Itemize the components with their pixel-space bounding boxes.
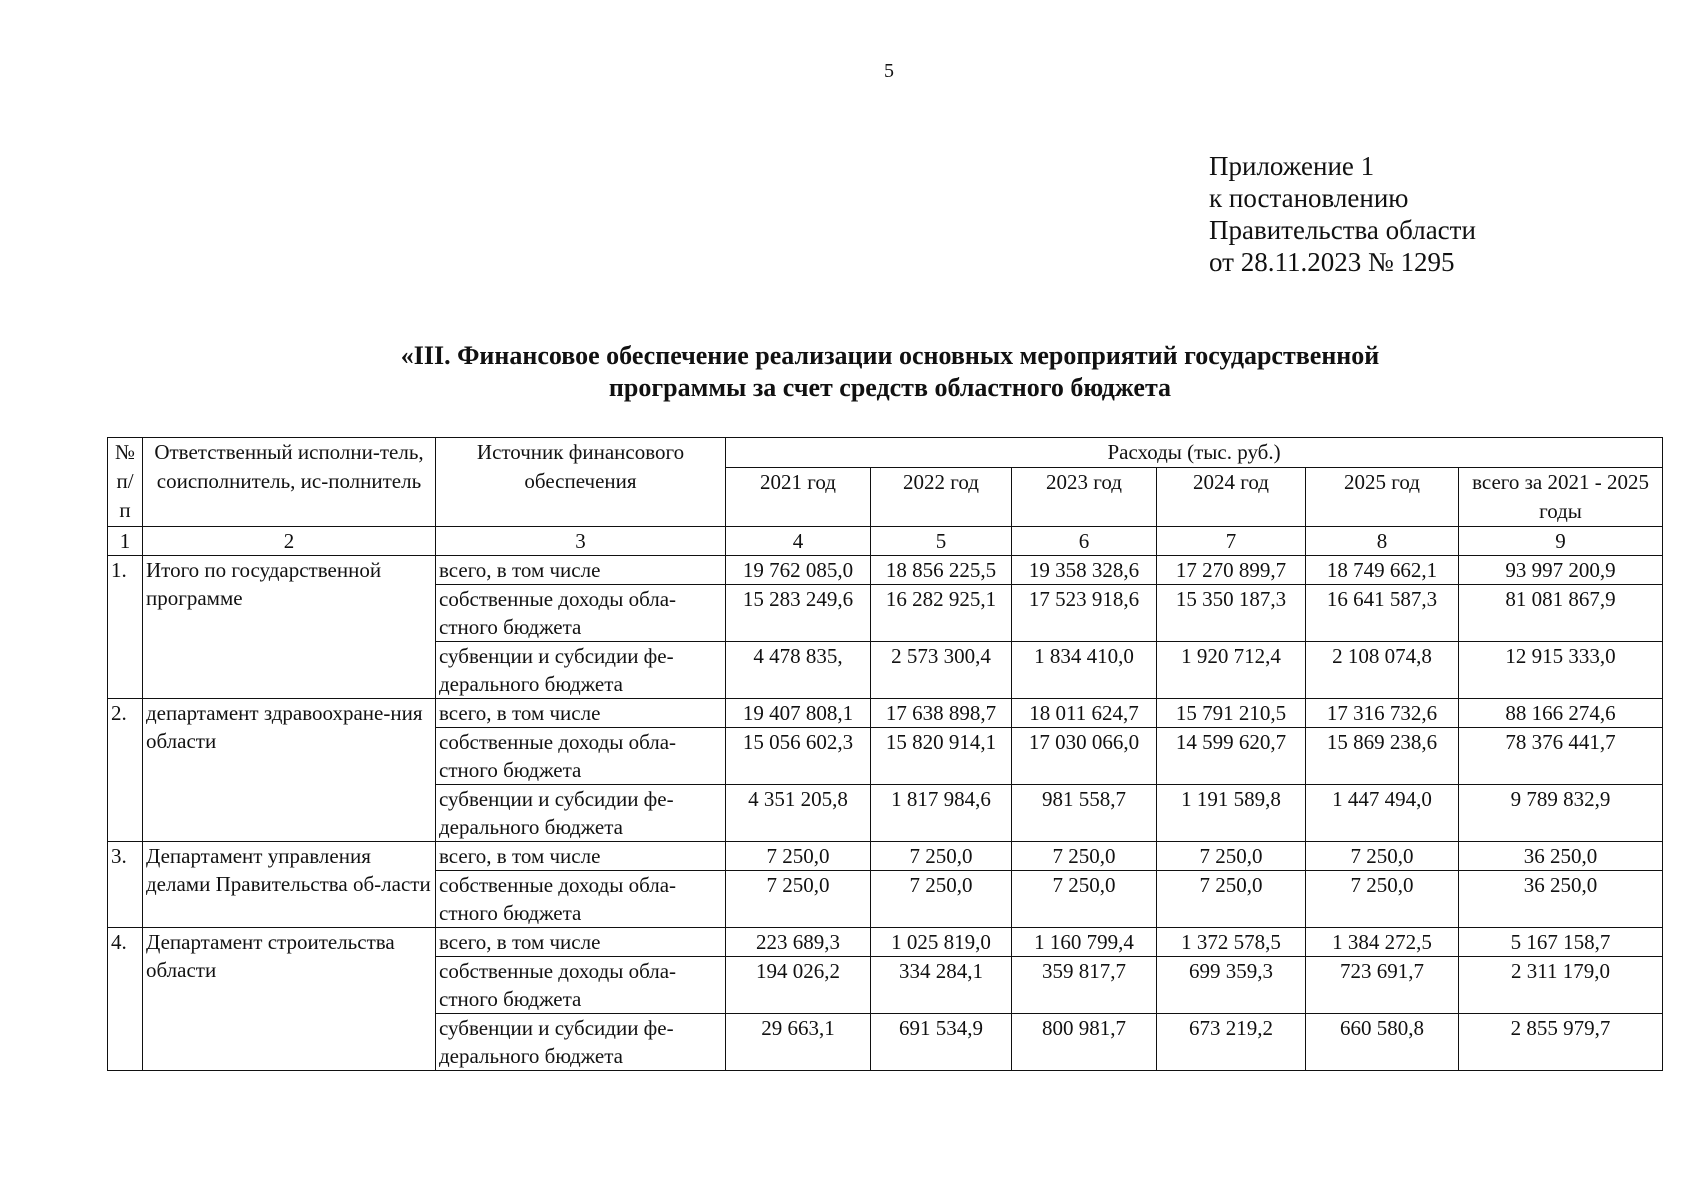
value-2022: 18 856 225,5 xyxy=(871,556,1012,585)
column-number: 7 xyxy=(1157,527,1306,556)
value-total: 88 166 274,6 xyxy=(1459,699,1663,728)
value-2023: 7 250,0 xyxy=(1012,871,1157,928)
value-2021: 4 351 205,8 xyxy=(726,785,871,842)
value-2025: 15 869 238,6 xyxy=(1306,728,1459,785)
value-2023: 359 817,7 xyxy=(1012,957,1157,1014)
column-numbers-row xyxy=(108,527,1663,556)
header-num: № п/п xyxy=(108,438,143,527)
value-2022: 1 817 984,6 xyxy=(871,785,1012,842)
value-2021: 19 762 085,0 xyxy=(726,556,871,585)
value-total: 12 915 333,0 xyxy=(1459,642,1663,699)
value-2023: 19 358 328,6 xyxy=(1012,556,1157,585)
row-number: 3. xyxy=(108,842,143,928)
value-total: 93 997 200,9 xyxy=(1459,556,1663,585)
value-2024: 14 599 620,7 xyxy=(1157,728,1306,785)
column-number: 5 xyxy=(871,527,1012,556)
section-title xyxy=(200,340,1580,404)
value-2021: 223 689,3 xyxy=(726,928,871,957)
row-number: 4. xyxy=(108,928,143,1071)
value-2023: 800 981,7 xyxy=(1012,1014,1157,1071)
value-2024: 15 791 210,5 xyxy=(1157,699,1306,728)
value-2024: 7 250,0 xyxy=(1157,871,1306,928)
value-2025: 660 580,8 xyxy=(1306,1014,1459,1071)
source-cell: всего, в том числе xyxy=(436,842,726,871)
column-number: 9 xyxy=(1459,527,1663,556)
value-2024: 699 359,3 xyxy=(1157,957,1306,1014)
column-number: 6 xyxy=(1012,527,1157,556)
page-number: 5 xyxy=(884,60,894,82)
source-cell: собственные доходы обла-стного бюджета xyxy=(436,871,726,928)
source-cell: собственные доходы обла-стного бюджета xyxy=(436,728,726,785)
source-cell: всего, в том числе xyxy=(436,699,726,728)
value-2022: 7 250,0 xyxy=(871,842,1012,871)
value-2025: 18 749 662,1 xyxy=(1306,556,1459,585)
value-total: 2 311 179,0 xyxy=(1459,957,1663,1014)
value-total: 78 376 441,7 xyxy=(1459,728,1663,785)
value-2025: 16 641 587,3 xyxy=(1306,585,1459,642)
header-executor: Ответственный исполни-тель, соисполнитель, ис-полнитель xyxy=(143,438,436,527)
source-cell: собственные доходы обла-стного бюджета xyxy=(436,585,726,642)
value-2024: 1 920 712,4 xyxy=(1157,642,1306,699)
executor-cell: Департамент управления делами Правительства об-ласти xyxy=(143,842,436,928)
appendix-block xyxy=(1209,150,1476,278)
value-2023: 1 160 799,4 xyxy=(1012,928,1157,957)
source-cell: субвенции и субсидии фе-дерального бюджета xyxy=(436,785,726,842)
title-line: «III. Финансовое обеспечение реализации основных мероприятий государственной xyxy=(400,341,1380,370)
value-2023: 981 558,7 xyxy=(1012,785,1157,842)
value-2023: 17 523 918,6 xyxy=(1012,585,1157,642)
table-row xyxy=(108,842,1663,871)
value-2023: 1 834 410,0 xyxy=(1012,642,1157,699)
table-row xyxy=(108,556,1663,585)
value-total: 36 250,0 xyxy=(1459,871,1663,928)
value-2021: 4 478 835, xyxy=(726,642,871,699)
value-total: 2 855 979,7 xyxy=(1459,1014,1663,1071)
column-number: 4 xyxy=(726,527,871,556)
table-row xyxy=(108,928,1663,957)
value-2023: 7 250,0 xyxy=(1012,842,1157,871)
value-2024: 15 350 187,3 xyxy=(1157,585,1306,642)
value-2024: 673 219,2 xyxy=(1157,1014,1306,1071)
header-source: Источник финансового обеспечения xyxy=(436,438,726,527)
appendix-line: от 28.11.2023 № 1295 xyxy=(1209,247,1455,277)
header-year-2021: 2021 год xyxy=(726,468,871,527)
column-number: 2 xyxy=(143,527,436,556)
value-2021: 15 056 602,3 xyxy=(726,728,871,785)
value-2024: 7 250,0 xyxy=(1157,842,1306,871)
appendix-line: к постановлению xyxy=(1209,183,1409,213)
value-2021: 15 283 249,6 xyxy=(726,585,871,642)
value-2022: 2 573 300,4 xyxy=(871,642,1012,699)
value-2025: 17 316 732,6 xyxy=(1306,699,1459,728)
financing-table xyxy=(107,437,1663,1071)
header-expenses: Расходы (тыс. руб.) xyxy=(726,438,1663,468)
value-2022: 691 534,9 xyxy=(871,1014,1012,1071)
value-2024: 17 270 899,7 xyxy=(1157,556,1306,585)
value-2022: 1 025 819,0 xyxy=(871,928,1012,957)
header-year-2023: 2023 год xyxy=(1012,468,1157,527)
executor-cell: Департамент строительства области xyxy=(143,928,436,1071)
value-2024: 1 372 578,5 xyxy=(1157,928,1306,957)
executor-cell: департамент здравоохране-ния области xyxy=(143,699,436,842)
appendix-line: Правительства области xyxy=(1209,215,1476,245)
value-total: 81 081 867,9 xyxy=(1459,585,1663,642)
value-2024: 1 191 589,8 xyxy=(1157,785,1306,842)
value-total: 36 250,0 xyxy=(1459,842,1663,871)
header-year-2024: 2024 год xyxy=(1157,468,1306,527)
header-year-2025: 2025 год xyxy=(1306,468,1459,527)
value-2025: 2 108 074,8 xyxy=(1306,642,1459,699)
appendix-line: Приложение 1 xyxy=(1209,151,1375,181)
value-2021: 7 250,0 xyxy=(726,842,871,871)
title-line: программы за счет средств областного бюджета xyxy=(608,373,1172,402)
executor-cell: Итого по государственной программе xyxy=(143,556,436,699)
value-2021: 194 026,2 xyxy=(726,957,871,1014)
row-number: 1. xyxy=(108,556,143,699)
value-2022: 7 250,0 xyxy=(871,871,1012,928)
value-total: 5 167 158,7 xyxy=(1459,928,1663,957)
value-2025: 1 447 494,0 xyxy=(1306,785,1459,842)
value-2025: 1 384 272,5 xyxy=(1306,928,1459,957)
column-number: 8 xyxy=(1306,527,1459,556)
value-2025: 7 250,0 xyxy=(1306,871,1459,928)
value-2022: 15 820 914,1 xyxy=(871,728,1012,785)
table-row xyxy=(108,699,1663,728)
row-number: 2. xyxy=(108,699,143,842)
source-cell: субвенции и субсидии фе-дерального бюджета xyxy=(436,642,726,699)
source-cell: субвенции и субсидии фе-дерального бюджета xyxy=(436,1014,726,1071)
source-cell: всего, в том числе xyxy=(436,928,726,957)
column-number: 3 xyxy=(436,527,726,556)
value-total: 9 789 832,9 xyxy=(1459,785,1663,842)
value-2021: 19 407 808,1 xyxy=(726,699,871,728)
value-2025: 7 250,0 xyxy=(1306,842,1459,871)
value-2021: 7 250,0 xyxy=(726,871,871,928)
value-2023: 17 030 066,0 xyxy=(1012,728,1157,785)
value-2022: 334 284,1 xyxy=(871,957,1012,1014)
value-2025: 723 691,7 xyxy=(1306,957,1459,1014)
column-number: 1 xyxy=(108,527,143,556)
value-2023: 18 011 624,7 xyxy=(1012,699,1157,728)
value-2022: 17 638 898,7 xyxy=(871,699,1012,728)
source-cell: всего, в том числе xyxy=(436,556,726,585)
value-2021: 29 663,1 xyxy=(726,1014,871,1071)
value-2022: 16 282 925,1 xyxy=(871,585,1012,642)
header-total: всего за 2021 - 2025 годы xyxy=(1459,468,1663,527)
header-year-2022: 2022 год xyxy=(871,468,1012,527)
source-cell: собственные доходы обла-стного бюджета xyxy=(436,957,726,1014)
header-row xyxy=(108,438,1663,468)
